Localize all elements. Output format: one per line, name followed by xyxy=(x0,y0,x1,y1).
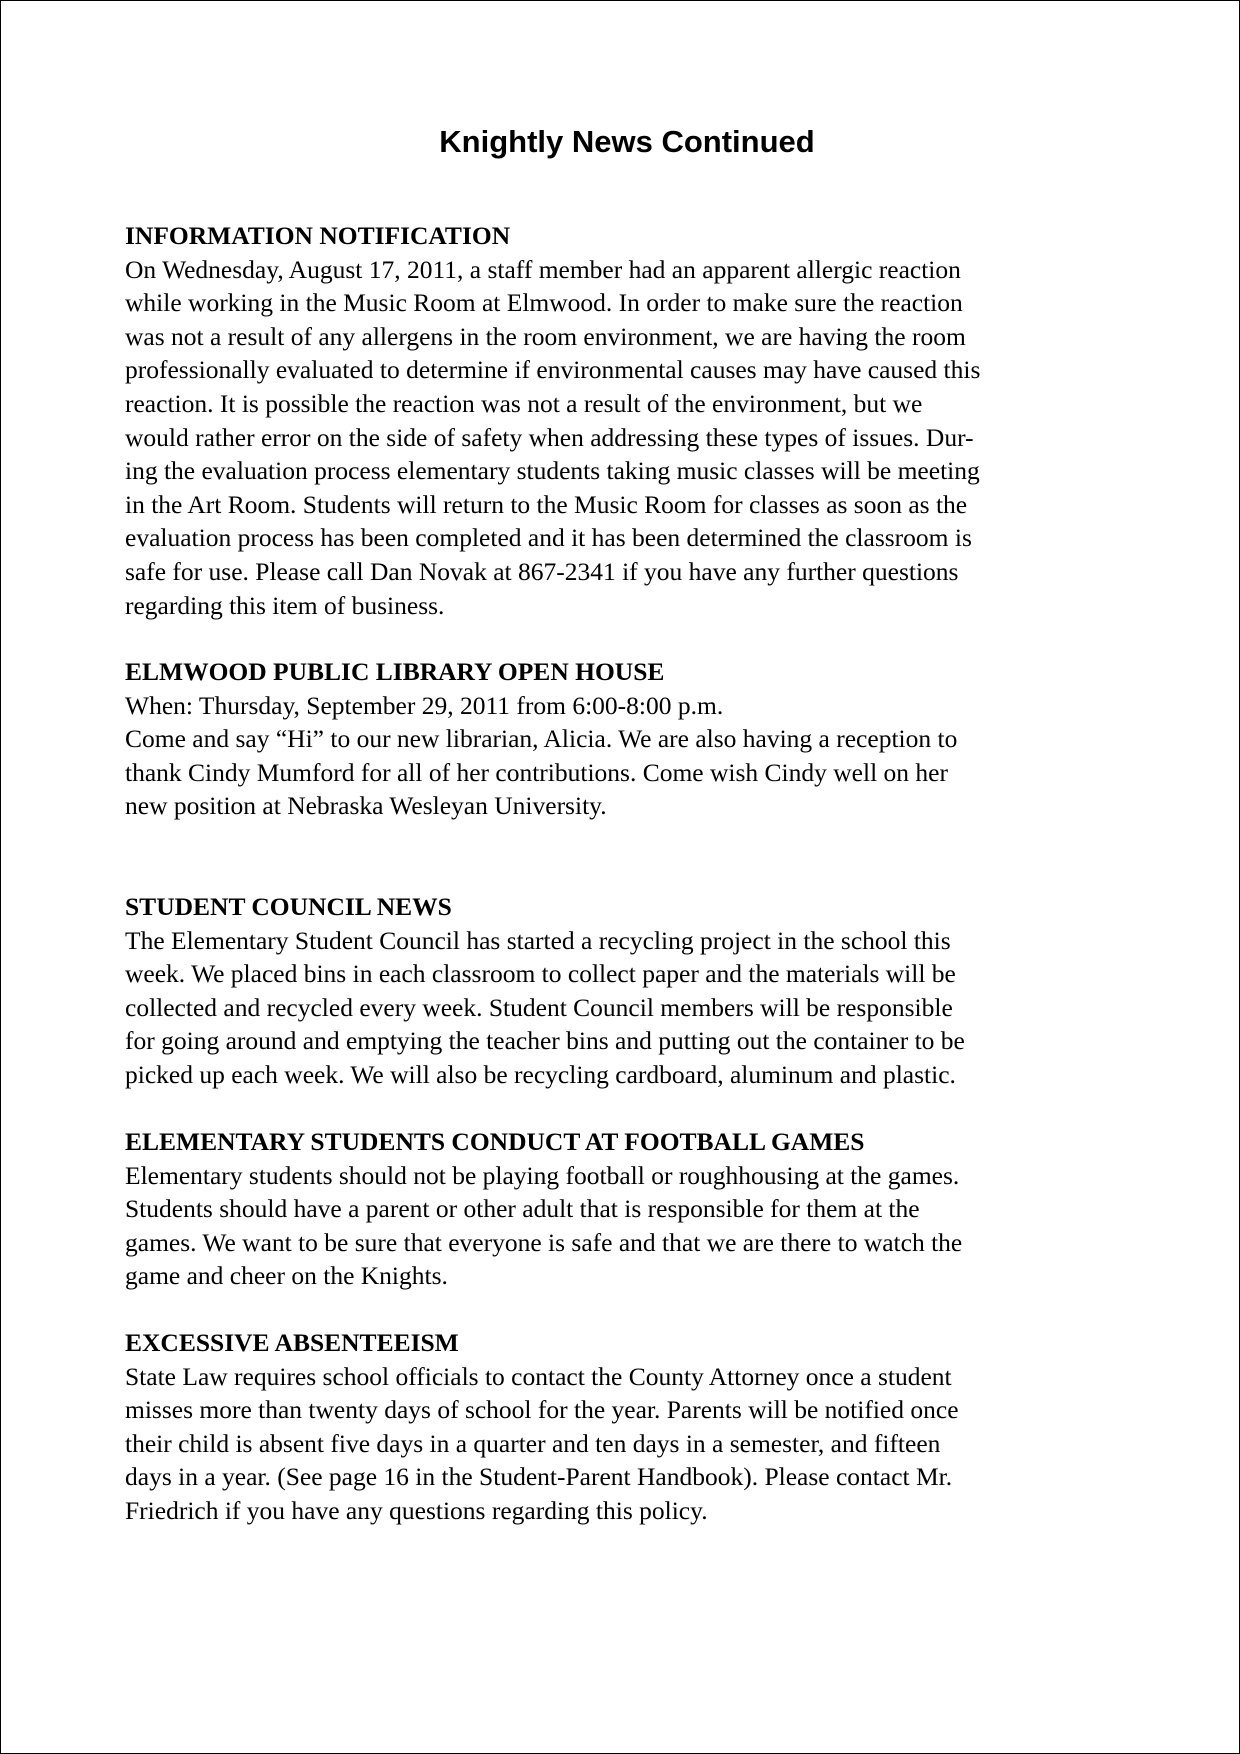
section-text-line: week. We placed bins in each classroom to collect paper and the materials will be xyxy=(125,959,956,989)
section-text-line: Students should have a parent or other adult that is responsible for them at the xyxy=(125,1194,920,1224)
section-text-line: in the Art Room. Students will return to the Music Room for classes as soon as the xyxy=(125,489,968,519)
section-text-line: Elementary students should not be playing football or roughhousing at the games. xyxy=(125,1160,960,1190)
section-library-open-house xyxy=(125,655,1135,823)
section-text-line: misses more than twenty days of school for the year. Parents will be notified once xyxy=(125,1395,959,1425)
section-information-notification xyxy=(125,219,1135,622)
page-title: Knightly News Continued xyxy=(439,124,815,159)
section-text-line: State Law requires school officials to contact the County Attorney once a student xyxy=(125,1361,952,1391)
section-text-line: When: Thursday, September 29, 2011 from 6:00-8:00 p.m. xyxy=(125,690,724,720)
section-excessive-absenteeism xyxy=(125,1326,1135,1528)
section-student-council-news xyxy=(125,890,1135,1092)
section-text-line: regarding this item of business. xyxy=(125,590,445,620)
section-text-line: thank Cindy Mumford for all of her contributions. Come wish Cindy well on her xyxy=(125,757,948,787)
section-heading: STUDENT COUNCIL NEWS xyxy=(125,892,452,921)
section-text-line: On Wednesday, August 17, 2011, a staff member had an apparent allergic reaction xyxy=(125,254,961,284)
section-text-line: was not a result of any allergens in the room environment, we are having the room xyxy=(125,321,966,351)
section-text-line: their child is absent five days in a quarter and ten days in a semester, and fifteen xyxy=(125,1428,941,1458)
section-text-line: safe for use. Please call Dan Novak at 867-2341 if you have any further questions xyxy=(125,556,959,586)
section-heading: ELMWOOD PUBLIC LIBRARY OPEN HOUSE xyxy=(125,657,665,686)
section-heading: EXCESSIVE ABSENTEEISM xyxy=(125,1328,459,1357)
section-heading: INFORMATION NOTIFICATION xyxy=(125,221,511,250)
section-text-line: for going around and emptying the teacher bins and putting out the container to be xyxy=(125,1026,965,1056)
section-text-line: while working in the Music Room at Elmwood. In order to make sure the reaction xyxy=(125,288,963,318)
section-text-line: picked up each week. We will also be recycling cardboard, aluminum and plastic. xyxy=(125,1059,956,1089)
section-text-line: evaluation process has been completed and it has been determined the classroom is xyxy=(125,523,972,553)
section-text-line: Friedrich if you have any questions regarding this policy. xyxy=(125,1495,708,1525)
section-text-line: Come and say “Hi” to our new librarian, Alicia. We are also having a reception to xyxy=(125,724,958,754)
section-heading: ELEMENTARY STUDENTS CONDUCT AT FOOTBALL GAMES xyxy=(125,1127,865,1156)
section-text-line: The Elementary Student Council has started a recycling project in the school this xyxy=(125,925,951,955)
section-text-line: ing the evaluation process elementary students taking music classes will be meeting xyxy=(125,456,980,486)
section-text-line: collected and recycled every week. Student Council members will be responsible xyxy=(125,992,953,1022)
section-text-line: reaction. It is possible the reaction was not a result of the environment, but we xyxy=(125,388,923,418)
section-football-games-conduct xyxy=(125,1125,1135,1293)
section-text-line: would rather error on the side of safety when addressing these types of issues. Dur- xyxy=(125,422,974,452)
section-text-line: games. We want to be sure that everyone is safe and that we are there to watch the xyxy=(125,1227,963,1257)
section-text-line: days in a year. (See page 16 in the Student-Parent Handbook). Please contact Mr. xyxy=(125,1462,953,1492)
section-text-line: professionally evaluated to determine if environmental causes may have caused this xyxy=(125,355,981,385)
section-text-line: game and cheer on the Knights. xyxy=(125,1261,448,1291)
section-text-line: new position at Nebraska Wesleyan University. xyxy=(125,791,607,821)
